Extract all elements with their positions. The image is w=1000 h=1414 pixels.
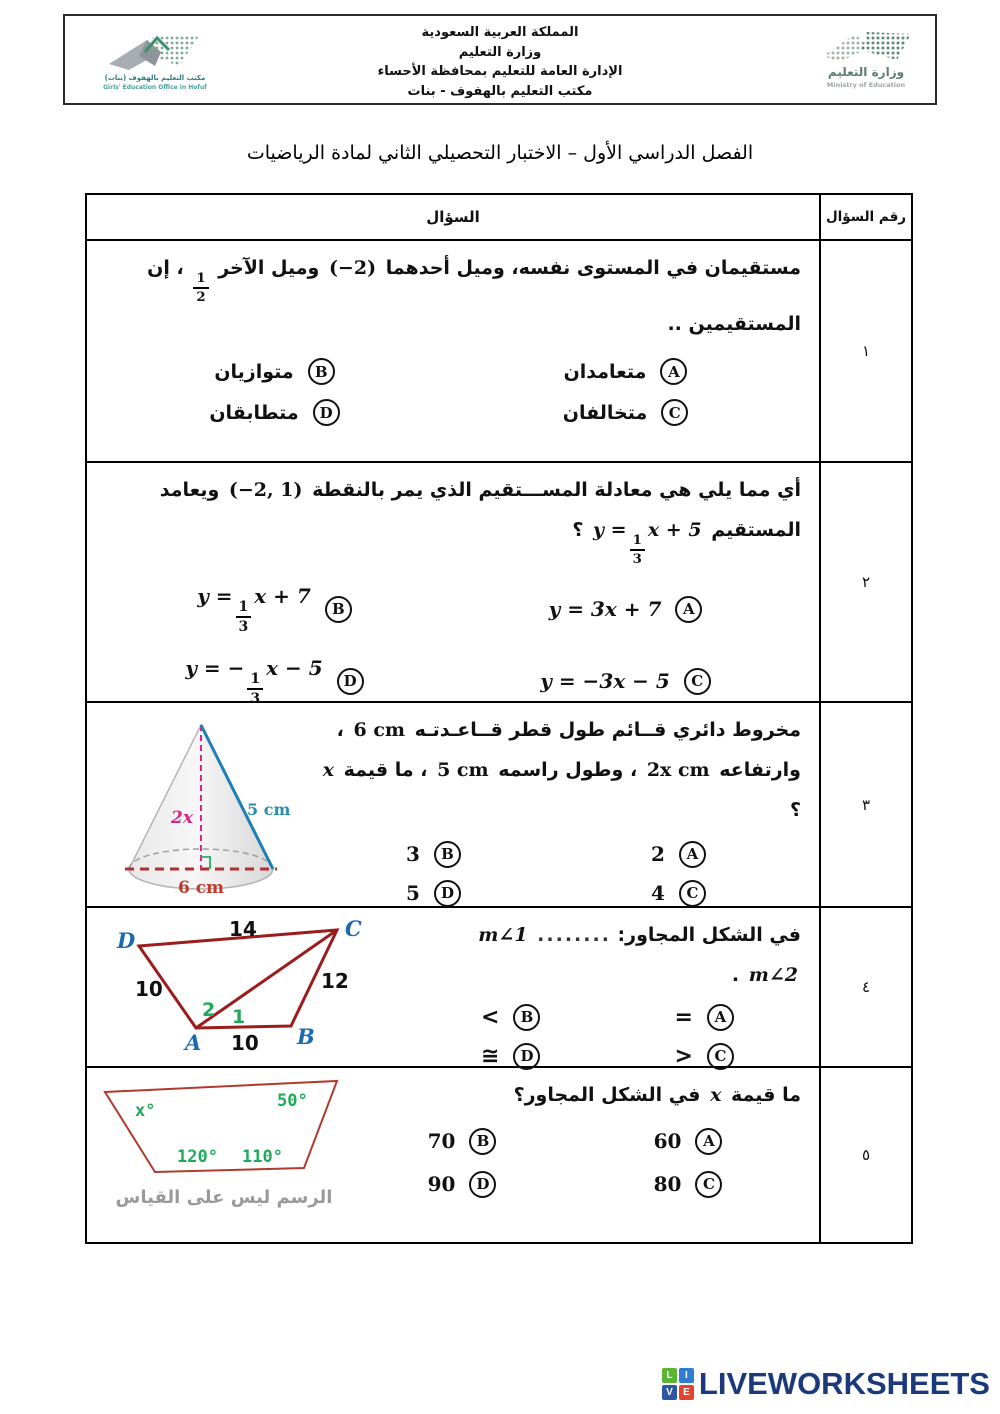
q1-answer-d[interactable] bbox=[99, 399, 450, 426]
q3-text-f: ؟ bbox=[789, 798, 801, 821]
trapezoid-angle-br: 110° bbox=[242, 1147, 283, 1167]
q3-choice-letter-b: B bbox=[434, 841, 461, 868]
question-2-answers bbox=[99, 584, 801, 706]
trapezoid-angle-tr: 50° bbox=[277, 1091, 308, 1111]
q4-choice-text-b: < bbox=[481, 1004, 500, 1030]
q1-fraction-half: $\frac{1}{2}$ bbox=[193, 272, 208, 305]
logo-left-caption-en: Girls' Education Office in Hofuf bbox=[103, 84, 207, 91]
q4-dotted-blank: ........ bbox=[537, 924, 611, 946]
q1-choice-text-b: متوازيان bbox=[214, 360, 294, 383]
page-title: الفصل الدراسي الأول – الاختبار التحصيلي الثاني لمادة الرياضيات bbox=[246, 142, 754, 164]
q3-choice-text-a: 2 bbox=[651, 842, 665, 867]
q5-choice-letter-a: A bbox=[695, 1128, 722, 1155]
angle-label-2: 2 bbox=[202, 999, 216, 1021]
q5-choice-letter-c: C bbox=[695, 1171, 722, 1198]
q3-math-slant: 5 cm bbox=[437, 758, 489, 781]
question-5-text bbox=[349, 1076, 801, 1116]
q2-text-a: أي مما يلي هي معادلة المســـتقيم الذي يمر بالنقطة bbox=[312, 479, 801, 501]
q4-answer-c[interactable] bbox=[608, 1043, 802, 1070]
q3-text-e: ، ما قيمة bbox=[343, 758, 428, 781]
question-1-answers bbox=[99, 358, 801, 426]
q2-answer-a[interactable] bbox=[450, 584, 801, 634]
question-row-2 bbox=[87, 461, 911, 708]
q3-text-a: مخروط دائري قــائم طول قطر قــاعـدتـه bbox=[414, 719, 801, 741]
q1-choice-letter-c: C bbox=[661, 399, 688, 426]
q3-choice-letter-a: A bbox=[679, 841, 706, 868]
cone-figure-graphic bbox=[99, 711, 311, 903]
quad-diagonal-ac bbox=[196, 930, 337, 1028]
q2-b-fraction: $\frac{1}{3}$ bbox=[236, 600, 252, 634]
column-header-question-number: رقم السؤال bbox=[819, 195, 911, 239]
question-row-4 bbox=[87, 906, 911, 1069]
cone-slant-label: 5 cm bbox=[247, 800, 291, 819]
side-label-left: 10 bbox=[135, 977, 163, 1001]
q3-choice-letter-d: D bbox=[434, 880, 461, 907]
q2-text-b: ويعامد bbox=[159, 479, 220, 501]
vertex-label-c: C bbox=[345, 916, 362, 941]
q3-choice-text-b: 3 bbox=[406, 842, 420, 867]
girls-education-office-logo-graphic bbox=[95, 26, 215, 96]
logo-right-caption-ar: وزارة التعليم bbox=[827, 65, 905, 79]
q3-text-d: ، وطول راسمه bbox=[498, 758, 638, 781]
q5-answer-d[interactable] bbox=[349, 1171, 575, 1198]
quadrilateral-figure bbox=[99, 916, 414, 1068]
q4-text-b: . bbox=[731, 963, 740, 986]
cone-figure bbox=[99, 711, 311, 907]
q3-math-x: x bbox=[322, 758, 335, 781]
q2-answer-b[interactable] bbox=[99, 584, 450, 634]
logo-square-l: L bbox=[662, 1368, 677, 1383]
question-row-3 bbox=[87, 701, 911, 906]
q5-choice-text-d: 90 bbox=[427, 1172, 456, 1197]
q1-math-slope1: (−2) bbox=[328, 257, 377, 279]
trapezoid-figure-graphic bbox=[99, 1076, 349, 1181]
angle-label-1: 1 bbox=[232, 1006, 246, 1028]
logo-square-e: E bbox=[679, 1385, 694, 1400]
q2-text-c: المستقيم bbox=[711, 518, 801, 541]
liveworksheets-brand[interactable] bbox=[662, 1366, 990, 1402]
question-1-text-line2: المستقيمين .. bbox=[667, 312, 801, 335]
q2-d-fraction: $\frac{1}{3}$ bbox=[247, 672, 263, 706]
q4-choice-letter-c: C bbox=[707, 1043, 734, 1070]
question-3-content bbox=[311, 711, 801, 907]
q5-choice-text-c: 80 bbox=[653, 1172, 682, 1197]
q1-choice-letter-b: B bbox=[308, 358, 335, 385]
trapezoid-figure bbox=[99, 1076, 349, 1208]
q3-text-c: وارتفاعه bbox=[719, 758, 801, 781]
q2-math-point: (−2, 1) bbox=[228, 479, 303, 501]
header-text-block bbox=[245, 23, 755, 101]
question-5-number: ٥ bbox=[819, 1068, 911, 1242]
q2-choice-eq-d: y = − $\frac{1}{3}$ x − 5 bbox=[185, 656, 323, 708]
question-4-text bbox=[414, 916, 801, 996]
question-2-cell bbox=[87, 463, 819, 708]
questions-table bbox=[85, 193, 913, 1244]
column-header-question: السؤال bbox=[426, 208, 480, 226]
q5-text-b: في الشكل المجاور؟ bbox=[513, 1084, 701, 1106]
q2-choice-letter-c: C bbox=[684, 668, 711, 695]
q2-equation: y = $\frac{1}{3}$ x + 5 bbox=[593, 518, 702, 568]
q5-choice-letter-b: B bbox=[469, 1128, 496, 1155]
q4-choice-letter-a: A bbox=[707, 1004, 734, 1031]
q3-math-height: 2x cm bbox=[646, 758, 710, 781]
header-line-administration: الإدارة العامة للتعليم بمحافظة الأحساء bbox=[377, 64, 623, 79]
question-1-cell bbox=[87, 241, 819, 461]
q5-choice-text-a: 60 bbox=[653, 1129, 682, 1154]
cone-diameter-label: 6 cm bbox=[177, 878, 225, 898]
cone-height-label: 2x bbox=[171, 808, 193, 828]
logo-left-caption-ar: مكتب التعليم بالهفوف (بنات) bbox=[104, 74, 206, 82]
q4-answer-b[interactable] bbox=[414, 1004, 608, 1031]
question-2-number: ٢ bbox=[819, 463, 911, 701]
side-label-bottom: 10 bbox=[231, 1031, 259, 1055]
q4-math-angle1: m∠1 bbox=[478, 924, 528, 946]
q2-choice-letter-a: A bbox=[675, 596, 702, 623]
q4-choice-letter-d: D bbox=[513, 1043, 540, 1070]
q3-choice-text-c: 4 bbox=[651, 881, 665, 906]
q3-answer-d[interactable] bbox=[311, 880, 556, 907]
q4-answer-d[interactable] bbox=[414, 1043, 608, 1070]
q1-choice-text-d: متطابقان bbox=[209, 401, 299, 424]
girls-education-office-logo bbox=[95, 26, 215, 100]
q5-text-a: ما قيمة bbox=[731, 1084, 801, 1106]
q1-answer-a[interactable] bbox=[450, 358, 801, 385]
q5-choice-text-b: 70 bbox=[427, 1129, 456, 1154]
question-1-number: ١ bbox=[819, 241, 911, 461]
ministry-of-education-logo-graphic bbox=[811, 26, 921, 94]
q4-choice-text-d: ≅ bbox=[481, 1043, 500, 1069]
header-line-office: مكتب التعليم بالهفوف - بنات bbox=[407, 83, 593, 99]
q1-text-b: وميل الآخر bbox=[218, 257, 320, 279]
not-to-scale-note: الرسم ليس على القياس bbox=[115, 1187, 333, 1208]
q5-answer-b[interactable] bbox=[349, 1128, 575, 1155]
trapezoid-angle-bl: 120° bbox=[177, 1147, 218, 1167]
q2-answer-c[interactable] bbox=[450, 656, 801, 706]
q5-answer-a[interactable] bbox=[575, 1128, 801, 1155]
q5-answer-c[interactable] bbox=[575, 1171, 801, 1198]
q1-text-c: ، إن bbox=[147, 257, 184, 279]
liveworksheets-wordmark: LIVEWORKSHEETS bbox=[698, 1366, 990, 1401]
header-line-country: المملكة العربية السعودية bbox=[421, 25, 579, 40]
question-3-number: ٣ bbox=[819, 703, 911, 906]
ministry-of-education-logo bbox=[811, 26, 921, 98]
q1-answer-b[interactable] bbox=[99, 358, 450, 385]
question-2-text-line1 bbox=[99, 471, 801, 511]
q2-fraction-third: $\frac{1}{3}$ bbox=[630, 534, 645, 567]
side-label-top: 14 bbox=[229, 917, 257, 941]
question-5-answers bbox=[349, 1128, 801, 1198]
vertex-label-b: B bbox=[297, 1024, 315, 1049]
vertex-label-d: D bbox=[117, 928, 136, 953]
side-label-right: 12 bbox=[321, 969, 349, 993]
table-header-row bbox=[87, 195, 911, 239]
q4-answer-a[interactable] bbox=[608, 1004, 802, 1031]
question-1-text-line1 bbox=[99, 249, 801, 305]
ministry-dots-right bbox=[861, 32, 911, 60]
question-row-5 bbox=[87, 1066, 911, 1242]
logo-square-i: I bbox=[679, 1368, 694, 1383]
q3-answer-a[interactable] bbox=[556, 841, 801, 868]
q3-choice-letter-c: C bbox=[679, 880, 706, 907]
question-4-answers bbox=[414, 1004, 801, 1070]
question-5-cell bbox=[87, 1068, 819, 1242]
logo-square-v: V bbox=[662, 1385, 677, 1400]
question-3-cell bbox=[87, 703, 819, 906]
q4-choice-letter-b: B bbox=[513, 1004, 540, 1031]
q3-math-diameter: 6 cm bbox=[353, 719, 406, 741]
logo-right-caption-en: Ministry of Education bbox=[826, 81, 906, 89]
header-line-ministry: وزارة التعليم bbox=[458, 44, 542, 60]
q3-text-b: ، bbox=[336, 719, 344, 741]
question-5-content bbox=[349, 1076, 801, 1198]
quadrilateral-figure-graphic bbox=[99, 916, 414, 1064]
q4-choice-text-c: > bbox=[674, 1043, 693, 1069]
q2-choice-letter-d: D bbox=[337, 668, 364, 695]
question-3-answers bbox=[311, 841, 801, 907]
q1-answer-c[interactable] bbox=[450, 399, 801, 426]
question-4-number: ٤ bbox=[819, 908, 911, 1066]
q4-text-a: في الشكل المجاور: bbox=[617, 924, 801, 946]
q1-text-a: مستقيمان في المستوى نفسه، وميل أحدهما bbox=[385, 257, 801, 279]
liveworksheets-logo-icon bbox=[662, 1368, 694, 1400]
question-4-cell bbox=[87, 908, 819, 1069]
q4-math-angle2: m∠2 bbox=[748, 963, 798, 986]
q2-choice-eq-b: y = $\frac{1}{3}$ x + 7 bbox=[197, 584, 311, 636]
q2-text-d: ؟ bbox=[572, 518, 584, 541]
question-2-text-line2 bbox=[99, 511, 801, 567]
q1-choice-letter-a: A bbox=[660, 358, 687, 385]
q5-choice-letter-d: D bbox=[469, 1171, 496, 1198]
question-4-content bbox=[414, 916, 801, 1070]
question-3-text-line2 bbox=[311, 751, 801, 831]
q1-choice-text-a: متعامدان bbox=[563, 360, 647, 383]
question-3-text-line1 bbox=[311, 711, 801, 751]
header-box bbox=[63, 14, 937, 105]
q4-choice-text-a: = bbox=[674, 1004, 693, 1030]
q1-choice-text-c: متخالفان bbox=[562, 401, 648, 424]
trapezoid-angle-tl: x° bbox=[135, 1101, 156, 1121]
q5-math-x: x bbox=[710, 1084, 722, 1106]
q2-choice-eq-a: y = 3x + 7 bbox=[548, 597, 662, 622]
q2-answer-d[interactable] bbox=[99, 656, 450, 706]
q3-answer-c[interactable] bbox=[556, 880, 801, 907]
q3-answer-b[interactable] bbox=[311, 841, 556, 868]
q3-choice-text-d: 5 bbox=[406, 881, 420, 906]
q1-choice-letter-d: D bbox=[313, 399, 340, 426]
question-row-1 bbox=[87, 239, 911, 461]
q2-choice-letter-b: B bbox=[325, 596, 352, 623]
vertex-label-a: A bbox=[185, 1030, 202, 1055]
q2-choice-eq-c: y = −3x − 5 bbox=[540, 669, 670, 694]
